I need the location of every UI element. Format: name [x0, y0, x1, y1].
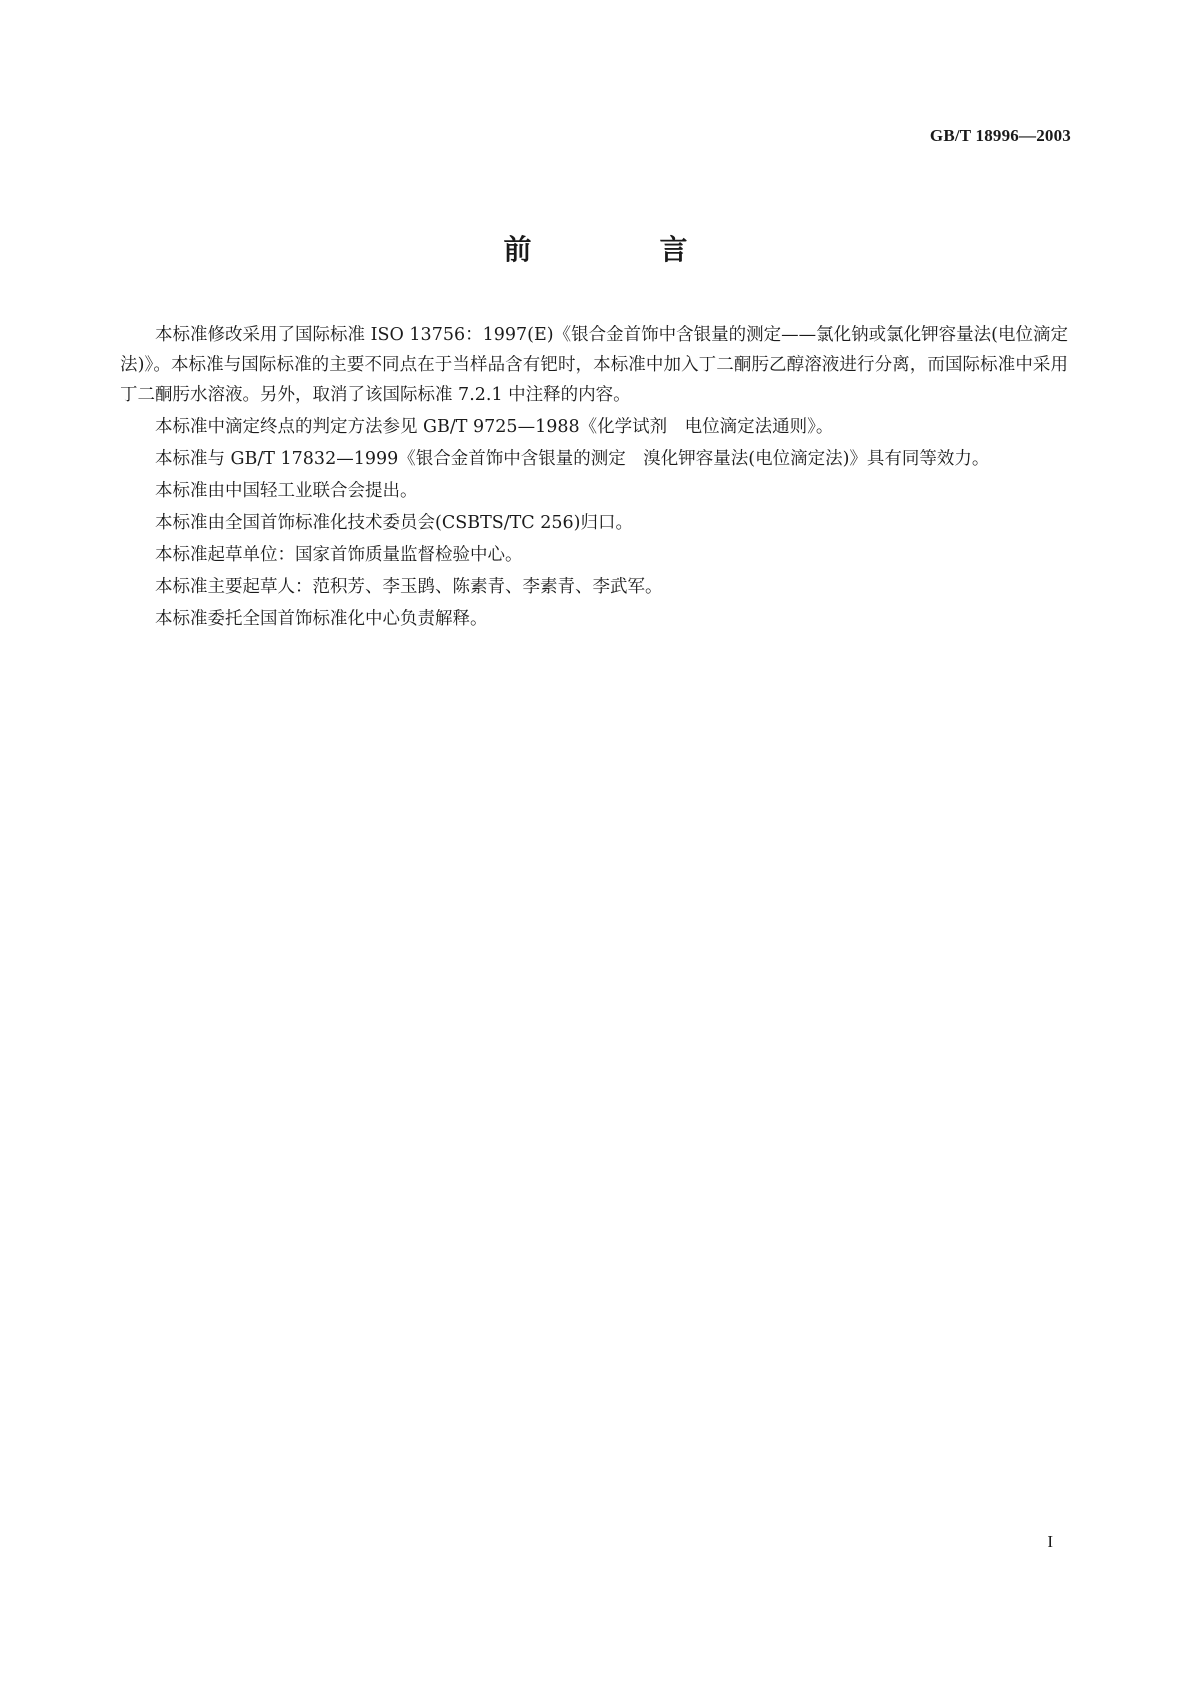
paragraph-endpoint-method: 本标准中滴定终点的判定方法参见 GB/T 9725—1988《化学试剂 电位滴定法通则》。	[155, 417, 834, 437]
paragraph-adoption: 本标准修改采用了国际标准 ISO 13756：1997(E)《银合金首饰中含银量的测定——氯化钠或氯化钾容量法(电位滴定法)》。本标准与国际标准的主要不同点在于当样品含有钯时，本标准中加入丁二酮肟乙醇溶液进行分离，而国际标准中采用丁二酮肟水溶液。另外，取消了该国际标准 7.2.1 中注释的内容。	[120, 325, 1068, 405]
paragraph-drafters: 本标准主要起草人：范积芳、李玉鹍、陈素青、李素青、李武军。	[155, 577, 663, 597]
paragraph-technical-committee: 本标准由全国首饰标准化技术委员会(CSBTS/TC 256)归口。	[155, 513, 633, 533]
page-title: 前 言	[503, 233, 738, 266]
foreword-body	[120, 320, 1068, 636]
paragraph-drafting-unit: 本标准起草单位：国家首饰质量监督检验中心。	[155, 545, 523, 565]
paragraph-equivalence: 本标准与 GB/T 17832—1999《银合金首饰中含银量的测定 溴化钾容量法(电位滴定法)》具有同等效力。	[155, 449, 990, 469]
paragraph-proposer: 本标准由中国轻工业联合会提出。	[155, 481, 418, 501]
paragraph-interpretation: 本标准委托全国首饰标准化中心负责解释。	[155, 609, 488, 629]
standard-code: GB/T 18996—2003	[929, 126, 1071, 145]
page-number: I	[1047, 1532, 1053, 1551]
